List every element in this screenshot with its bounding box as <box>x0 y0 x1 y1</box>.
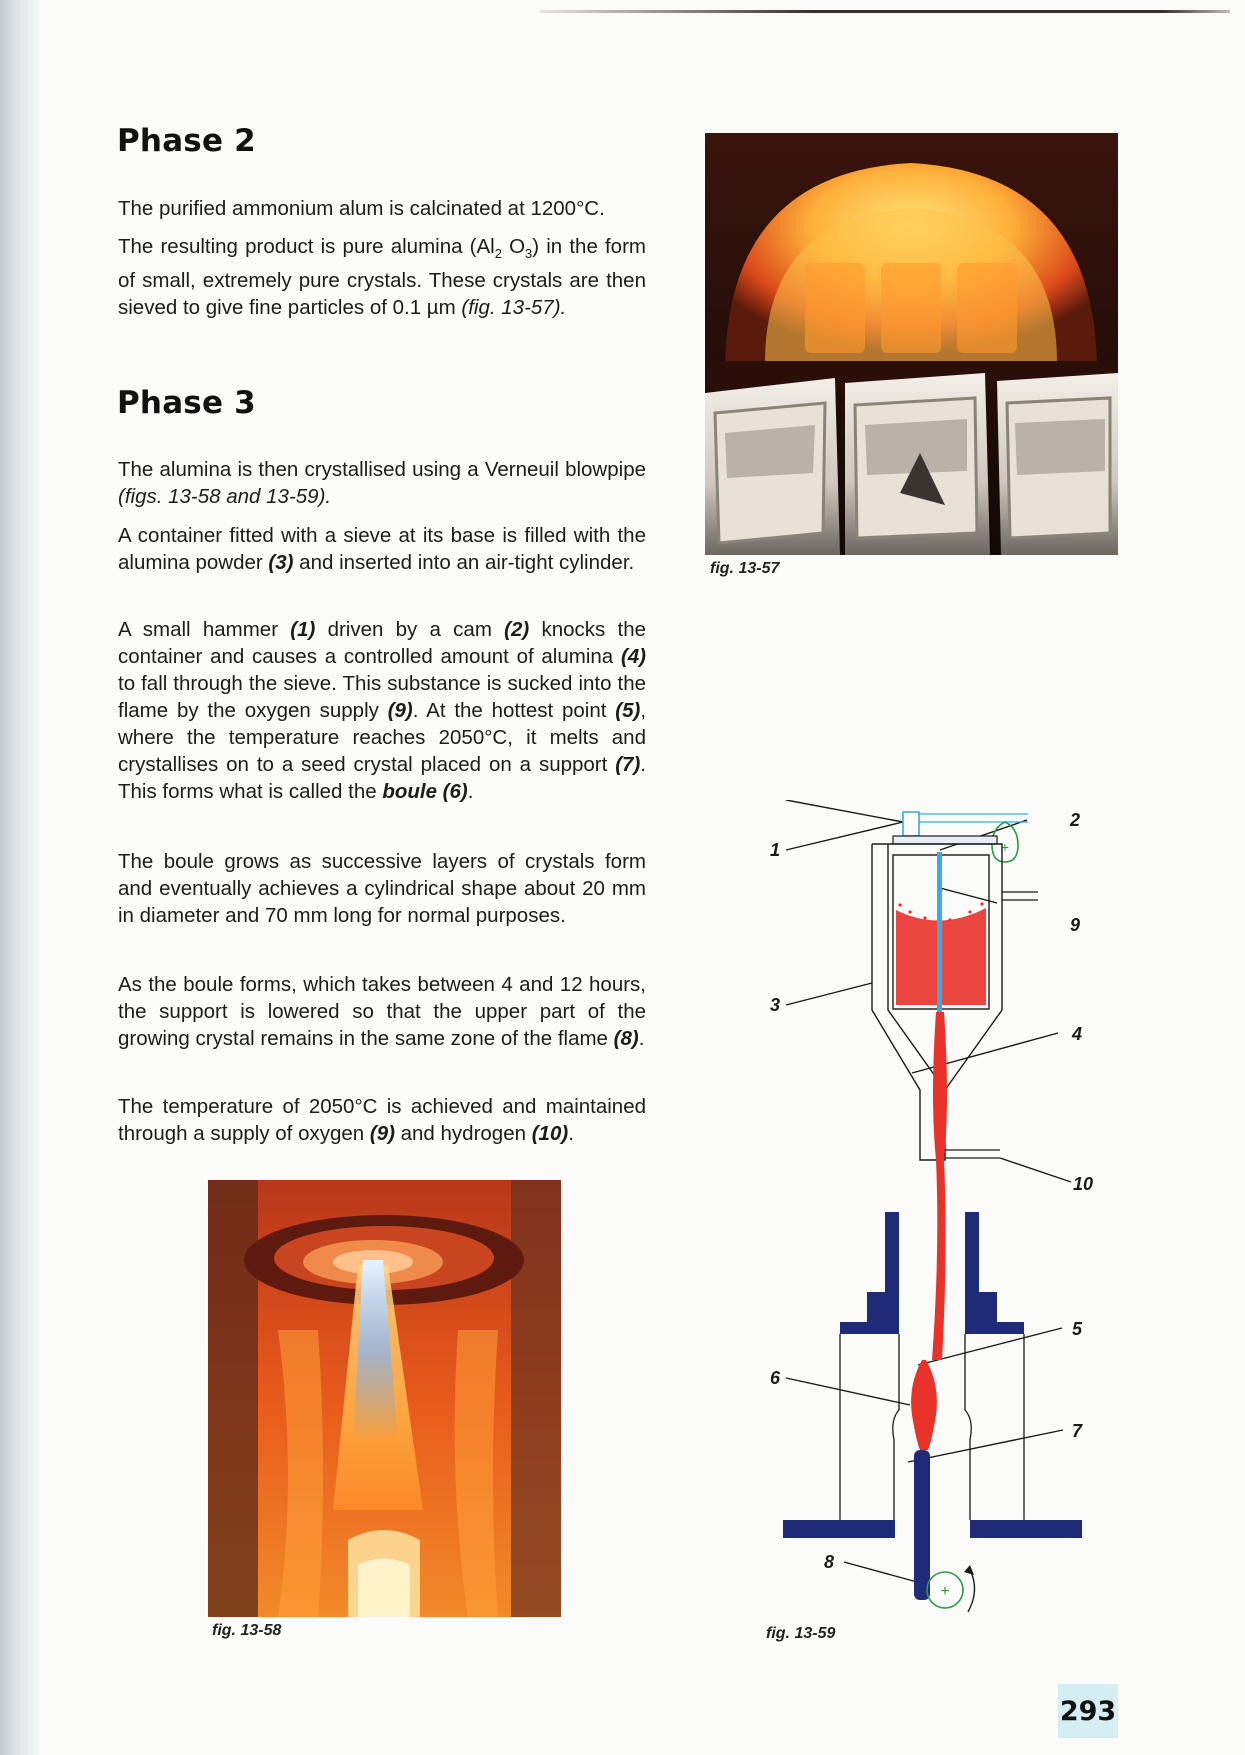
fig-13-57-caption: fig. 13-57 <box>710 560 780 577</box>
label-6: 6 <box>770 1368 781 1388</box>
phase-3-paragraph-4: The boule grows as successive layers of crystals form and eventually achieves a cylindrical shape about 20 mm in diameter and 70 mm long for normal purposes. <box>118 850 646 927</box>
furnace-photo <box>705 133 1118 555</box>
fig-13-58-caption: fig. 13-58 <box>212 1622 282 1639</box>
cam-arm <box>919 814 1028 822</box>
phase-3-paragraph-5: As the boule forms, which takes between 4 and 12 hours, the support is lowered so that the upper part of the growing crystal remains in the same zone of the flame (8). <box>118 973 646 1050</box>
verneuil-diagram <box>760 800 1100 1615</box>
label-7: 7 <box>1072 1421 1083 1441</box>
label-2: 2 <box>1070 810 1081 830</box>
boule <box>911 1360 937 1450</box>
cam-plus-label: + <box>1000 839 1010 855</box>
hydrogen-inlet <box>945 1150 1000 1158</box>
label-9: 9 <box>1070 915 1081 935</box>
phase-3-paragraph-3: A small hammer (1) driven by a cam (2) knocks the container and causes a controlled amount of alumina (4) to fall through the sieve. This substance is sucked into the flame by the oxygen supply (9). At the hottest point (5), where the temperature reaches 2050°C, it melts and crystallises on to a seed crystal placed on a support (7). This forms what is called the boule (6). <box>118 618 647 803</box>
phase-2-heading: Phase 2 <box>117 123 256 159</box>
page-number: 293 <box>1058 1684 1118 1738</box>
hammer-rod <box>937 852 942 1012</box>
label-4: 4 <box>1072 1024 1083 1044</box>
rotation-arrow <box>968 1570 975 1612</box>
label-5: 5 <box>1072 1319 1083 1339</box>
phase-3-paragraph-2: A container fitted with a sieve at its base is filled with the alumina powder (3) and inserted into an air-tight cylinder. <box>118 524 646 574</box>
label-1: 1 <box>770 840 781 860</box>
phase-2-paragraph-2: The resulting product is pure alumina ($Al_2$ $O_3$) in the form of small, extremely pure crystals. These crystals are then sieved to give fine particles of 0.1 µm (fig. 13-57). <box>118 235 646 320</box>
oxygen-inlet <box>1002 892 1038 900</box>
book-spine-shadow <box>0 0 38 1755</box>
label-3: 3 <box>770 995 781 1015</box>
phase-3-paragraph-1: The alumina is then crystallised using a Verneuil blowpipe (figs. 13-58 and 13-59). <box>118 458 646 508</box>
top-rule <box>540 10 1230 13</box>
hammer <box>903 812 919 836</box>
label-10: 10 <box>1073 1174 1094 1194</box>
phase-2-paragraph-1: The purified ammonium alum is calcinated at 1200°C. <box>118 197 605 220</box>
fig-13-59-caption: fig. 13-59 <box>766 1625 836 1642</box>
label-8: 8 <box>824 1552 835 1572</box>
powder-stream <box>932 1012 947 1360</box>
cylinder-cap <box>893 836 997 844</box>
rotation-plus-label: + <box>940 1583 950 1600</box>
flame-photo <box>208 1180 561 1617</box>
phase-3-heading: Phase 3 <box>117 385 256 421</box>
phase-3-paragraph-6: The temperature of 2050°C is achieved and maintained through a supply of oxygen (9) and hydrogen (10). <box>118 1095 646 1145</box>
